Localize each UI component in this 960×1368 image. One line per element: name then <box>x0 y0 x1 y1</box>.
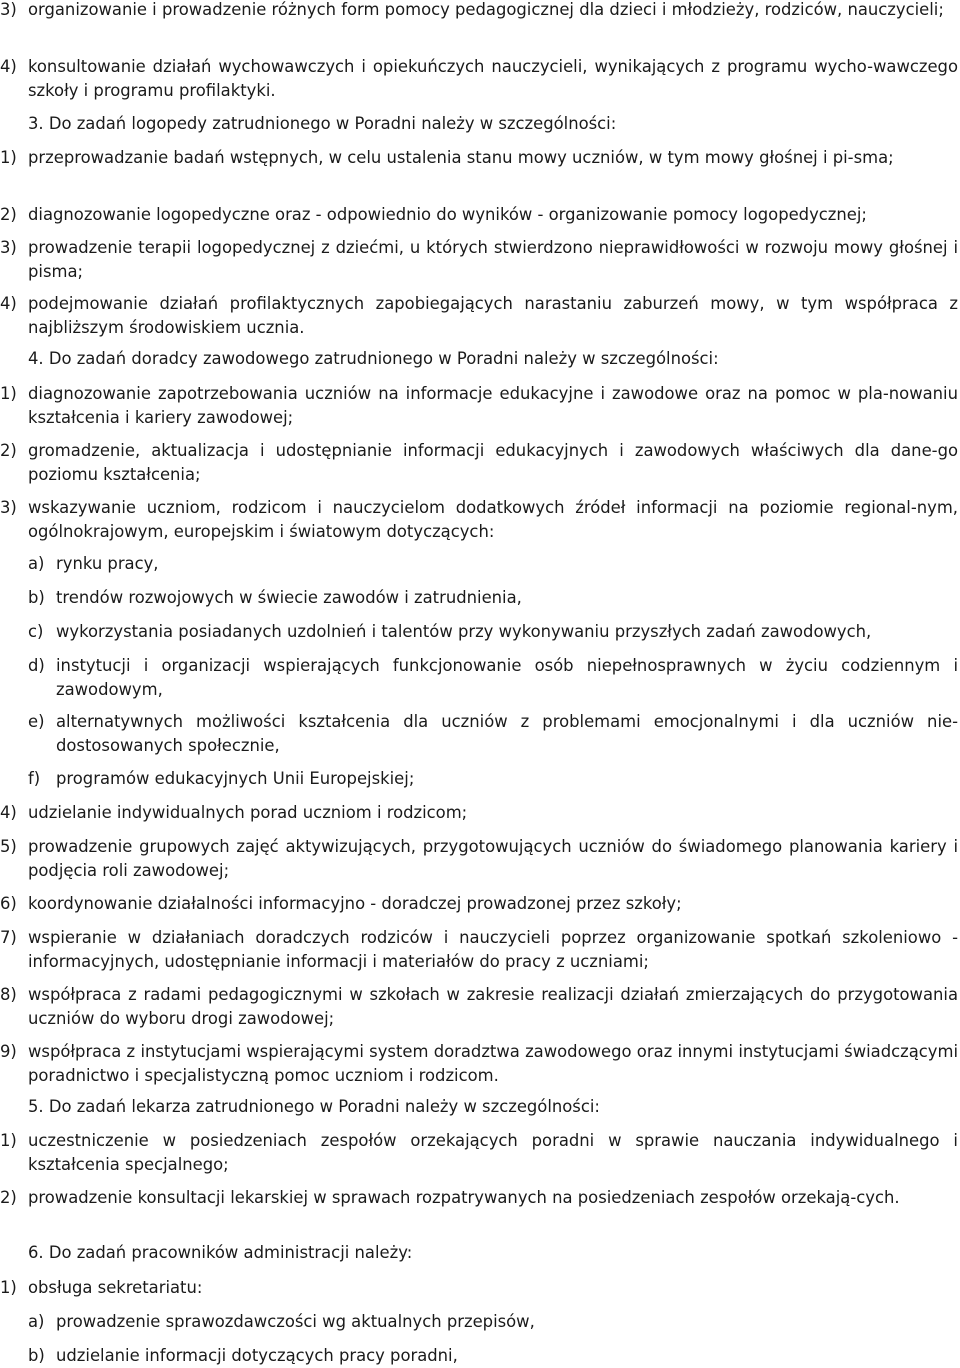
section-heading: 3. Do zadań logopedy zatrudnionego w Poradni należy w szczególności: <box>28 114 617 133</box>
sub-list-item <box>28 1344 958 1368</box>
item-letter: f) <box>28 769 41 788</box>
list-item <box>0 801 958 825</box>
list-item <box>0 892 958 916</box>
item-letter: a) <box>28 554 45 573</box>
item-number: 3) <box>0 238 17 257</box>
section-heading: 6. Do zadań pracowników administracji należy: <box>28 1243 413 1262</box>
sub-list-item <box>28 586 958 610</box>
item-text: rynku pracy, <box>56 554 159 573</box>
item-number: 1) <box>0 384 17 403</box>
list-item <box>0 382 958 429</box>
item-letter: c) <box>28 622 44 641</box>
item-number: 2) <box>0 1188 17 1207</box>
list-item <box>0 0 958 22</box>
list-item <box>0 983 958 1030</box>
item-text: instytucji i organizacji wspierających funkcjonowanie osób niepełnosprawnych w życiu codziennym i zawodowym, <box>56 656 958 699</box>
item-text: diagnozowanie logopedyczne oraz - odpowiednio do wyników - organizowanie pomocy logopedycznej; <box>28 205 867 224</box>
item-letter: a) <box>28 1312 45 1331</box>
item-number: 5) <box>0 837 17 856</box>
item-number: 7) <box>0 928 17 947</box>
item-text: wskazywanie uczniom, rodzicom i nauczycielom dodatkowych źródeł informacji na poziomie regional-nym, ogólnokrajowym, europejskim i światowym dotyczących: <box>28 498 958 541</box>
item-letter: b) <box>28 588 45 607</box>
item-text: konsultowanie działań wychowawczych i opiekuńczych nauczycieli, wynikających z programu wycho-wawczego szkoły i programu profilaktyki. <box>28 57 958 100</box>
item-number: 9) <box>0 1042 17 1061</box>
item-text: koordynowanie działalności informacyjno - doradczej prowadzonej przez szkoły; <box>28 894 682 913</box>
item-text: prowadzenie sprawozdawczości wg aktualnych przepisów, <box>56 1312 535 1331</box>
item-text: udzielanie informacji dotyczących pracy poradni, <box>56 1346 458 1365</box>
item-text: prowadzenie konsultacji lekarskiej w sprawach rozpatrywanych na posiedzeniach zespołów orzekają-cych. <box>28 1188 900 1207</box>
item-text: przeprowadzanie badań wstępnych, w celu ustalenia stanu mowy uczniów, w tym mowy głośnej i pi-sma; <box>28 148 894 167</box>
list-item <box>0 1276 958 1300</box>
section-heading: 4. Do zadań doradcy zawodowego zatrudnionego w Poradni należy w szczególności: <box>28 349 719 368</box>
item-number: 4) <box>0 803 17 822</box>
sub-list-item <box>28 654 958 701</box>
item-text: organizowanie i prowadzenie różnych form pomocy pedagogicznej dla dzieci i młodzieży, rodziców, nauczycieli; <box>28 0 944 19</box>
list-item <box>0 926 958 973</box>
item-number: 1) <box>0 1278 17 1297</box>
item-number: 3) <box>0 0 17 19</box>
list-item <box>0 146 958 170</box>
item-text: gromadzenie, aktualizacja i udostępnianie informacji edukacyjnych i zawodowych właściwych dla dane-go poziomu kształcenia; <box>28 441 958 484</box>
list-item <box>0 1040 958 1087</box>
sub-list-item <box>28 767 958 791</box>
item-number: 8) <box>0 985 17 1004</box>
item-number: 2) <box>0 441 17 460</box>
sub-list-item <box>28 620 958 644</box>
item-number: 2) <box>0 205 17 224</box>
item-text: uczestniczenie w posiedzeniach zespołów orzekających poradni w sprawie nauczania indywidualnego i kształcenia specjalnego; <box>28 1131 958 1174</box>
item-number: 4) <box>0 57 17 76</box>
sub-list-item <box>28 710 958 757</box>
item-text: udzielanie indywidualnych porad uczniom i rodzicom; <box>28 803 468 822</box>
sub-list-item <box>28 1310 958 1334</box>
item-text: prowadzenie grupowych zajęć aktywizujących, przygotowujących uczniów do świadomego planowania kariery i podjęcia roli zawodowej; <box>28 837 958 880</box>
item-text: współpraca z radami pedagogicznymi w szkołach w zakresie realizacji działań zmierzających do przygotowania uczniów do wyboru drogi zawodowej; <box>28 985 958 1028</box>
item-text: obsługa sekretariatu: <box>28 1278 203 1297</box>
item-number: 3) <box>0 498 17 517</box>
item-number: 6) <box>0 894 17 913</box>
list-item <box>0 439 958 486</box>
item-text: podejmowanie działań profilaktycznych zapobiegających narastaniu zaburzeń mowy, w tym współpraca z najbliższym środowiskiem ucznia. <box>28 294 958 337</box>
list-item <box>0 496 958 543</box>
item-text: wspieranie w działaniach doradczych rodziców i nauczycieli poprzez organizowanie spotkań szkoleniowo - informacyjnych, udostępnianie informacji i materiałów do pracy z uczniami; <box>28 928 958 971</box>
item-letter: b) <box>28 1346 45 1365</box>
list-item <box>0 203 958 227</box>
item-text: współpraca z instytucjami wspierającymi system doradztwa zawodowego oraz innymi instytucjami świadczącymi poradnictwo i specjalistyczną pomoc uczniom i rodzicom. <box>28 1042 958 1085</box>
item-text: wykorzystania posiadanych uzdolnień i talentów przy wykonywaniu przyszłych zadań zawodowych, <box>56 622 872 641</box>
item-text: alternatywnych możliwości kształcenia dla uczniów z problemami emocjonalnymi i dla uczniów nie-dostosowanych społecznie, <box>56 712 958 755</box>
list-item <box>0 835 958 882</box>
item-number: 1) <box>0 1131 17 1150</box>
item-letter: d) <box>28 656 45 675</box>
item-letter: e) <box>28 712 45 731</box>
item-text: prowadzenie terapii logopedycznej z dziećmi, u których stwierdzono nieprawidłowości w rozwoju mowy głośnej i pisma; <box>28 238 958 281</box>
item-text: diagnozowanie zapotrzebowania uczniów na informacje edukacyjne i zawodowe oraz na pomoc w pla-nowaniu kształcenia i kariery zawodowej; <box>28 384 958 427</box>
list-item <box>0 236 958 283</box>
list-item <box>0 1129 958 1176</box>
list-item <box>0 1186 958 1210</box>
item-text: trendów rozwojowych w świecie zawodów i zatrudnienia, <box>56 588 522 607</box>
list-item <box>0 55 958 102</box>
item-number: 4) <box>0 294 17 313</box>
section-heading: 5. Do zadań lekarza zatrudnionego w Poradni należy w szczególności: <box>28 1097 600 1116</box>
item-number: 1) <box>0 148 17 167</box>
item-text: programów edukacyjnych Unii Europejskiej; <box>56 769 415 788</box>
sub-list-item <box>28 552 958 576</box>
list-item <box>0 292 958 339</box>
